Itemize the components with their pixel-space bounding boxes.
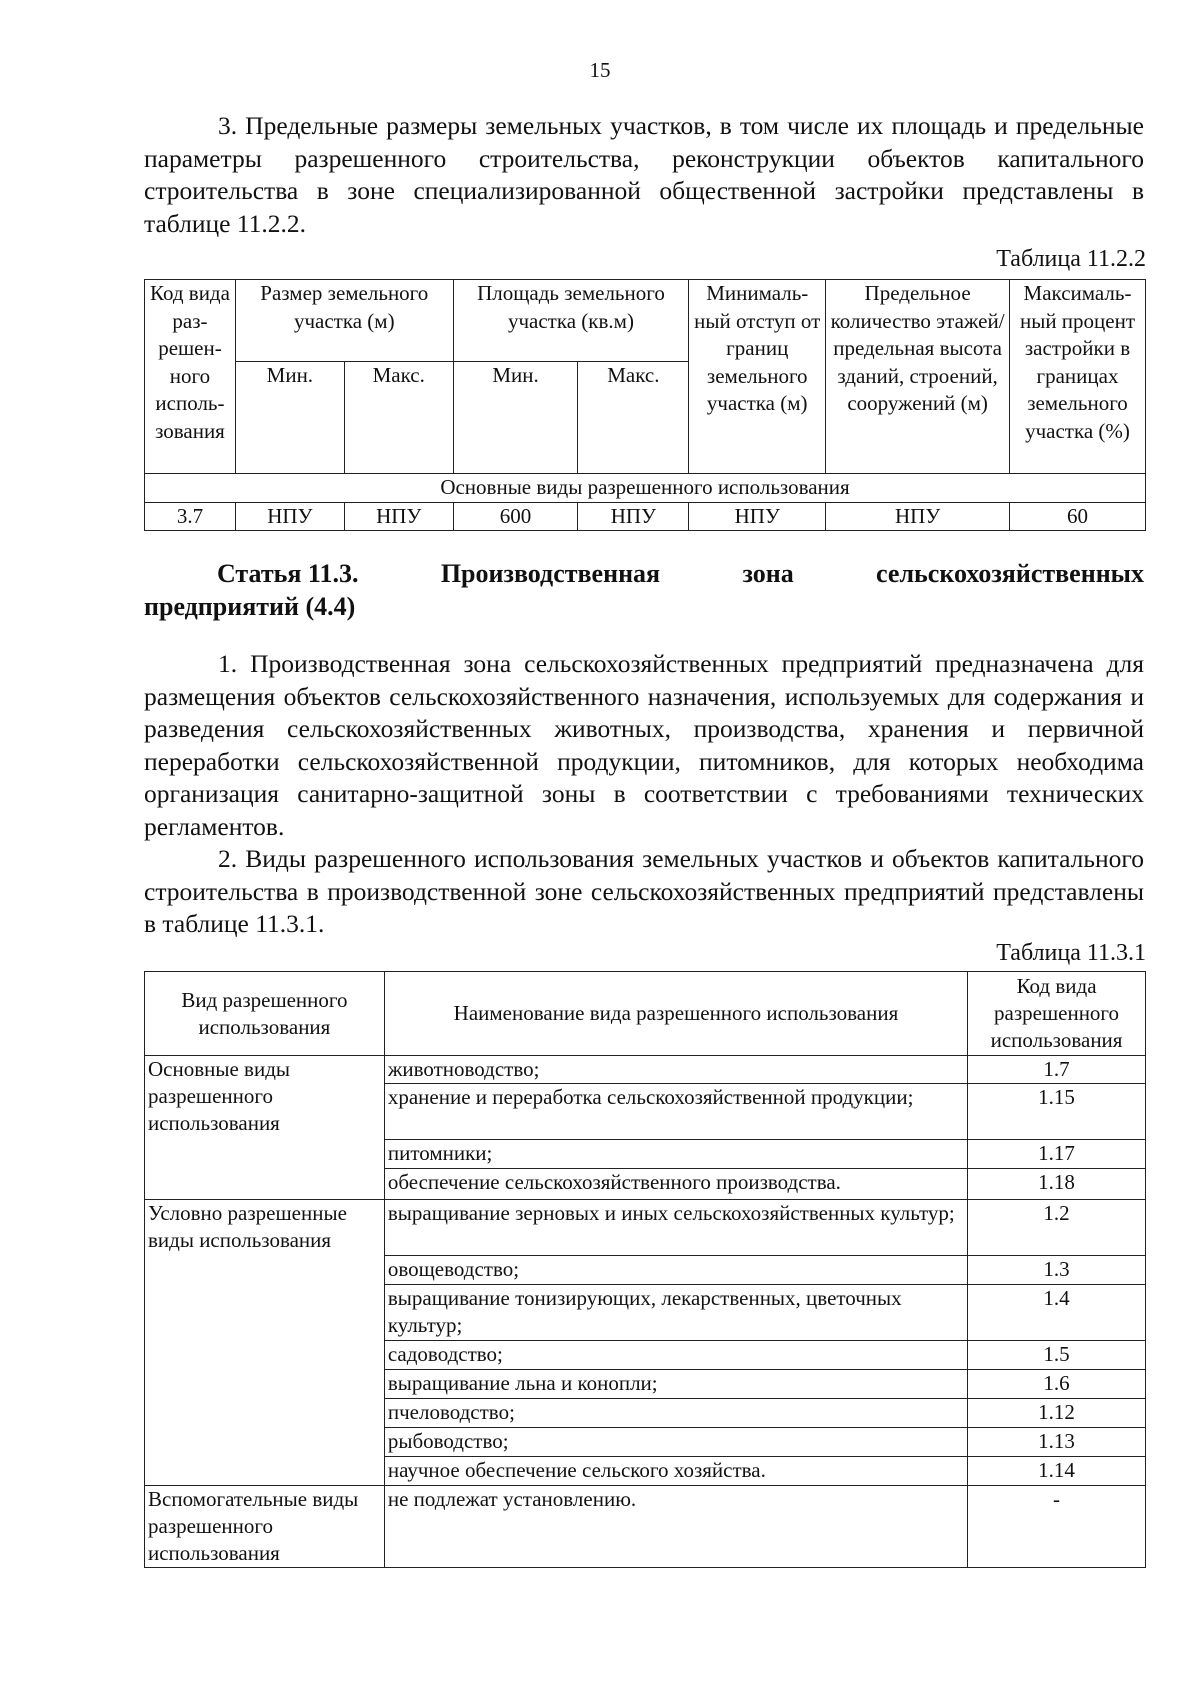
page-number: 15 (589, 58, 611, 82)
article-paragraph-1: 1. Производственная зона сельскохозяйственных предприятий предназначена для размещения объектов сельскохозяйственного назначения, используемых для содержания и разведения сельскохозяйственных животных, производства, хранения и первичной переработки сельскохозяйственной продукции, питомников, для которых необходима организация санитарно-защитной зоны в соответствии с требованиями технических регламентов. (144, 649, 1144, 841)
article-word-2: зона (742, 559, 794, 588)
table-11-3-1-caption: Таблица 11.3.1 (996, 940, 1146, 966)
row-code: - (968, 1486, 1146, 1568)
cell-max-percent: 60 (1010, 502, 1146, 531)
paragraph-3: 3. Предельные размеры земельных участков, в том числе их площадь и предельные параметры разрешенного строительства, реконструкции объектов капитального строительства в зоне специализированной общественной застройки представлены в таблице 11.2.2. (144, 111, 1144, 238)
limits-table (144, 279, 1146, 531)
row-name: питомники; (384, 1140, 967, 1169)
header-code: Код вида раз-решен-ного исполь-зования (145, 280, 236, 474)
row-code: 1.3 (968, 1256, 1146, 1285)
article-line-2: предприятий (4.4) (144, 592, 356, 621)
header-area-min: Мин. (453, 362, 578, 474)
header-code: Код вида разрешенного использования (968, 972, 1146, 1056)
row-name: обеспечение сельскохозяйственного производства. (384, 1169, 967, 1200)
cell-area-max: НПУ (578, 502, 689, 531)
cell-code: 3.7 (145, 502, 236, 531)
cell-min-offset: НПУ (689, 502, 826, 531)
row-code: 1.14 (968, 1457, 1146, 1486)
header-name: Наименование вида разрешенного использования (384, 972, 967, 1056)
row-name: хранение и переработка сельскохозяйственной продукции; (384, 1084, 967, 1140)
article-number: Статья 11.3. (217, 559, 359, 588)
row-code: 1.18 (968, 1169, 1146, 1200)
row-name: научное обеспечение сельского хозяйства. (384, 1457, 967, 1486)
row-code: 1.12 (968, 1399, 1146, 1428)
row-name: животноводство; (384, 1056, 967, 1084)
cell-size-min: НПУ (235, 502, 344, 531)
row-code: 1.4 (968, 1285, 1146, 1341)
row-code: 1.5 (968, 1341, 1146, 1370)
cell-area-min: 600 (453, 502, 578, 531)
group-label: Вспомогательные виды разрешенного использования (145, 1486, 385, 1568)
row-name: садоводство; (384, 1341, 967, 1370)
header-size: Размер земельного участка (м) (235, 280, 453, 362)
row-code: 1.6 (968, 1370, 1146, 1399)
section-row: Основные виды разрешенного использования (145, 474, 1146, 503)
row-name: не подлежат установлению. (384, 1486, 967, 1568)
permitted-use-table (144, 971, 1146, 1568)
header-area-max: Макс. (578, 362, 689, 474)
header-floors: Предельное количество этажей/ предельная высота зданий, строений, сооружений (м) (826, 280, 1010, 474)
header-area: Площадь земельного участка (кв.м) (453, 280, 689, 362)
row-code: 1.2 (968, 1200, 1146, 1256)
article-heading (144, 557, 1144, 623)
group-label: Основные виды разрешенного использования (145, 1056, 385, 1200)
row-name: выращивание льна и конопли; (384, 1370, 967, 1399)
row-name: рыбоводство; (384, 1428, 967, 1457)
article-word-1: Производственная (440, 559, 661, 588)
header-min-offset: Минималь-ный отступ от границ земельного участка (м) (689, 280, 826, 474)
table-11-2-2-caption: Таблица 11.2.2 (996, 246, 1146, 272)
row-code: 1.7 (968, 1056, 1146, 1084)
header-kind: Вид разрешенного использования (145, 972, 385, 1056)
row-name: пчеловодство; (384, 1399, 967, 1428)
header-max-percent: Максималь-ный процент застройки в границах земельного участка (%) (1010, 280, 1146, 474)
group-label: Условно разрешенные виды использования (145, 1200, 385, 1486)
header-size-min: Мин. (235, 362, 344, 474)
row-name: выращивание тонизирующих, лекарственных, цветочных культур; (384, 1285, 967, 1341)
article-paragraph-2: 2. Виды разрешенного использования земельных участков и объектов капитального строительства в производственной зоне сельскохозяйственных предприятий представлены в таблице 11.3.1. (144, 844, 1144, 938)
row-name: овощеводство; (384, 1256, 967, 1285)
row-code: 1.15 (968, 1084, 1146, 1140)
row-code: 1.13 (968, 1428, 1146, 1457)
header-size-max: Макс. (344, 362, 453, 474)
cell-floors: НПУ (826, 502, 1010, 531)
article-word-3: сельскохозяйственных (876, 559, 1144, 588)
row-code: 1.17 (968, 1140, 1146, 1169)
cell-size-max: НПУ (344, 502, 453, 531)
row-name: выращивание зерновых и иных сельскохозяйственных культур; (384, 1200, 967, 1256)
